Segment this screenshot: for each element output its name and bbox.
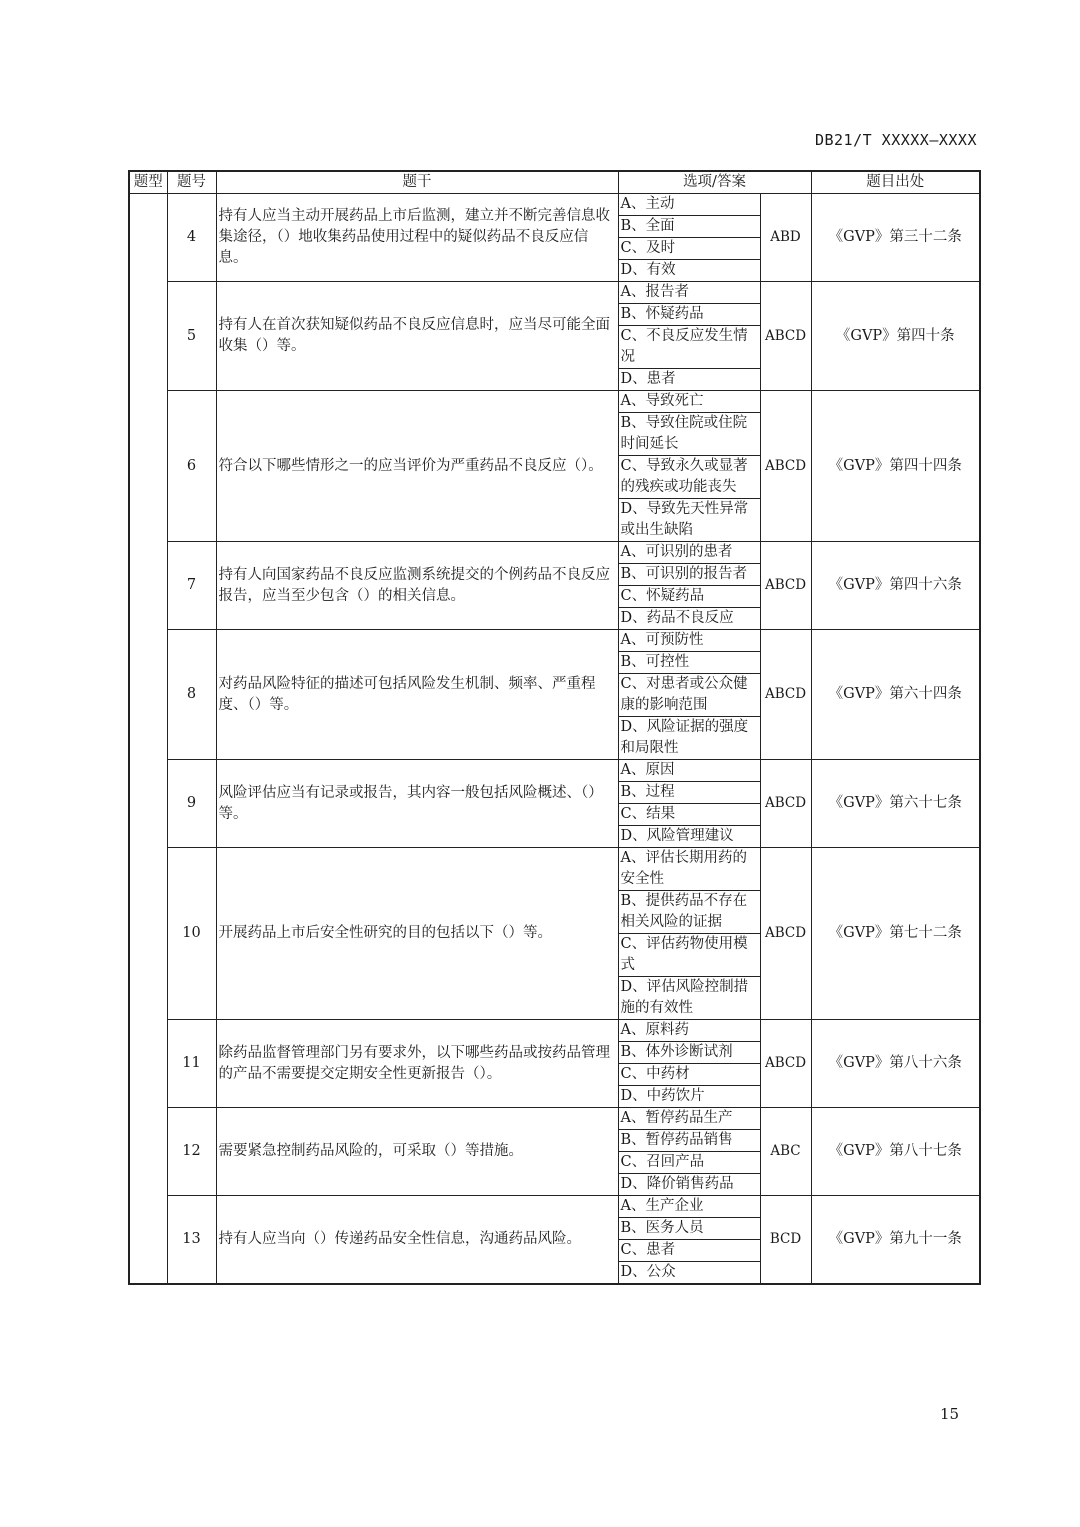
- option-c: C、对患者或公众健康的影响范围: [618, 674, 760, 717]
- option-d: D、风险管理建议: [618, 826, 760, 848]
- table-row: [129, 1196, 980, 1218]
- option-a: A、可识别的患者: [618, 542, 760, 564]
- table-row: [129, 194, 980, 216]
- option-a: A、评估长期用药的安全性: [618, 848, 760, 891]
- option-a: A、暂停药品生产: [618, 1108, 760, 1130]
- option-b: B、怀疑药品: [618, 304, 760, 326]
- answer-cell: ABCD: [760, 848, 811, 1020]
- answer-cell: ABCD: [760, 630, 811, 760]
- question-number: 6: [167, 391, 216, 542]
- option-d: D、患者: [618, 369, 760, 391]
- header-number: 题号: [167, 171, 216, 194]
- option-a: A、原料药: [618, 1020, 760, 1042]
- table-row: [129, 1020, 980, 1042]
- answer-cell: ABD: [760, 194, 811, 282]
- question-stem: 持有人应当主动开展药品上市后监测，建立并不断完善信息收集途径，（）地收集药品使用过程中的疑似药品不良反应信息。: [216, 194, 618, 282]
- option-c: C、中药材: [618, 1064, 760, 1086]
- question-table: [128, 170, 981, 1285]
- option-b: B、导致住院或住院时间延长: [618, 413, 760, 456]
- option-d: D、降价销售药品: [618, 1174, 760, 1196]
- table-row: [129, 542, 980, 564]
- page-number: 15: [940, 1405, 960, 1423]
- question-number: 7: [167, 542, 216, 630]
- option-a: A、报告者: [618, 282, 760, 304]
- source-cell: 《GVP》第四十条: [811, 282, 980, 391]
- table-row: [129, 391, 980, 413]
- document-code: DB21/T XXXXX—XXXX: [814, 131, 977, 149]
- source-cell: 《GVP》第六十七条: [811, 760, 980, 848]
- option-c: C、不良反应发生情况: [618, 326, 760, 369]
- answer-cell: ABCD: [760, 391, 811, 542]
- table-row: [129, 848, 980, 891]
- question-stem: 持有人向国家药品不良反应监测系统提交的个例药品不良反应报告，应当至少包含（）的相关信息。: [216, 542, 618, 630]
- question-number: 10: [167, 848, 216, 1020]
- option-a: A、原因: [618, 760, 760, 782]
- question-stem: 开展药品上市后安全性研究的目的包括以下（）等。: [216, 848, 618, 1020]
- question-stem: 对药品风险特征的描述可包括风险发生机制、频率、严重程度、（）等。: [216, 630, 618, 760]
- table-row: [129, 630, 980, 652]
- option-b: B、提供药品不存在相关风险的证据: [618, 891, 760, 934]
- answer-cell: ABCD: [760, 542, 811, 630]
- answer-cell: ABCD: [760, 760, 811, 848]
- question-number: 9: [167, 760, 216, 848]
- option-a: A、导致死亡: [618, 391, 760, 413]
- answer-cell: ABC: [760, 1108, 811, 1196]
- source-cell: 《GVP》第六十四条: [811, 630, 980, 760]
- option-b: B、可识别的报告者: [618, 564, 760, 586]
- source-cell: 《GVP》第八十六条: [811, 1020, 980, 1108]
- option-d: D、有效: [618, 260, 760, 282]
- question-stem: 持有人应当向（）传递药品安全性信息，沟通药品风险。: [216, 1196, 618, 1285]
- option-d: D、公众: [618, 1262, 760, 1285]
- question-stem: 除药品监督管理部门另有要求外，以下哪些药品或按药品管理的产品不需要提交定期安全性更新报告（）。: [216, 1020, 618, 1108]
- header-source: 题目出处: [811, 171, 980, 194]
- question-number: 4: [167, 194, 216, 282]
- option-c: C、评估药物使用模式: [618, 934, 760, 977]
- option-d: D、药品不良反应: [618, 608, 760, 630]
- source-cell: 《GVP》第七十二条: [811, 848, 980, 1020]
- option-c: C、及时: [618, 238, 760, 260]
- source-cell: 《GVP》第四十四条: [811, 391, 980, 542]
- option-b: B、过程: [618, 782, 760, 804]
- question-number: 8: [167, 630, 216, 760]
- option-d: D、导致先天性异常或出生缺陷: [618, 499, 760, 542]
- option-c: C、召回产品: [618, 1152, 760, 1174]
- question-number: 12: [167, 1108, 216, 1196]
- header-options-answer: 选项/答案: [618, 171, 811, 194]
- answer-cell: ABCD: [760, 282, 811, 391]
- question-stem: 持有人在首次获知疑似药品不良反应信息时，应当尽可能全面收集（）等。: [216, 282, 618, 391]
- question-number: 13: [167, 1196, 216, 1285]
- option-c: C、患者: [618, 1240, 760, 1262]
- option-c: C、导致永久或显著的残疾或功能丧失: [618, 456, 760, 499]
- option-b: B、暂停药品销售: [618, 1130, 760, 1152]
- header-type: 题型: [129, 171, 167, 194]
- option-c: C、怀疑药品: [618, 586, 760, 608]
- question-stem: 符合以下哪些情形之一的应当评价为严重药品不良反应（）。: [216, 391, 618, 542]
- option-a: A、可预防性: [618, 630, 760, 652]
- question-number: 5: [167, 282, 216, 391]
- option-b: B、全面: [618, 216, 760, 238]
- source-cell: 《GVP》第四十六条: [811, 542, 980, 630]
- option-d: D、中药饮片: [618, 1086, 760, 1108]
- source-cell: 《GVP》第八十七条: [811, 1108, 980, 1196]
- option-d: D、评估风险控制措施的有效性: [618, 977, 760, 1020]
- source-cell: 《GVP》第九十一条: [811, 1196, 980, 1285]
- table-row: [129, 282, 980, 304]
- table-row: [129, 760, 980, 782]
- question-stem: 风险评估应当有记录或报告，其内容一般包括风险概述、（）等。: [216, 760, 618, 848]
- option-a: A、生产企业: [618, 1196, 760, 1218]
- table-row: [129, 1108, 980, 1130]
- source-cell: 《GVP》第三十二条: [811, 194, 980, 282]
- answer-cell: ABCD: [760, 1020, 811, 1108]
- option-b: B、可控性: [618, 652, 760, 674]
- question-number: 11: [167, 1020, 216, 1108]
- option-b: B、体外诊断试剂: [618, 1042, 760, 1064]
- option-a: A、主动: [618, 194, 760, 216]
- option-c: C、结果: [618, 804, 760, 826]
- question-stem: 需要紧急控制药品风险的，可采取（）等措施。: [216, 1108, 618, 1196]
- option-d: D、风险证据的强度和局限性: [618, 717, 760, 760]
- question-type-cell: [129, 194, 167, 1285]
- header-stem: 题干: [216, 171, 618, 194]
- answer-cell: BCD: [760, 1196, 811, 1285]
- table-header-row: [129, 171, 980, 194]
- option-b: B、医务人员: [618, 1218, 760, 1240]
